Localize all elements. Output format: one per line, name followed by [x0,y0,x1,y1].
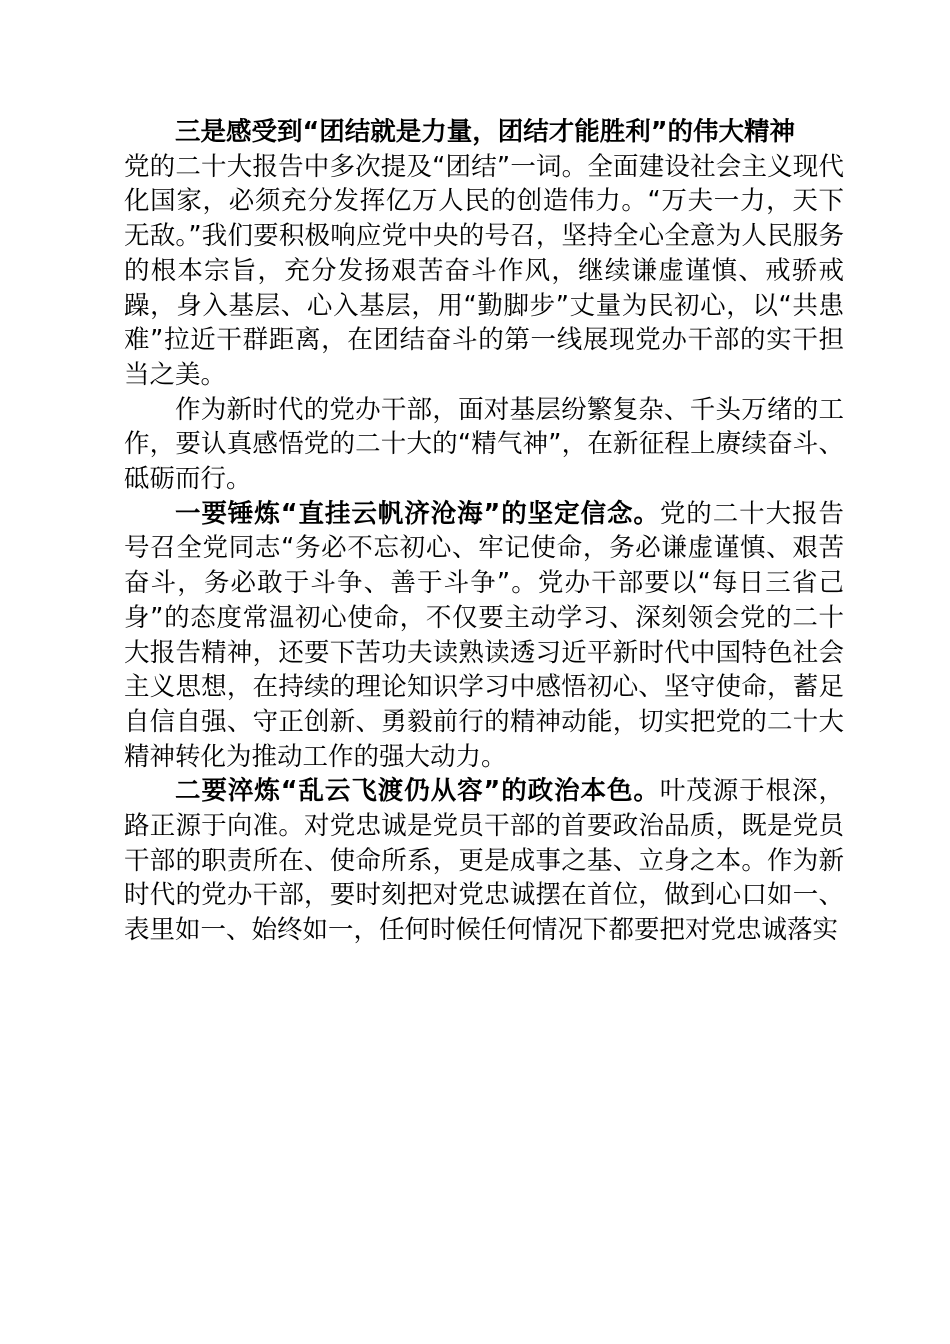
point1-paragraph [124,497,844,775]
point2-body: 叶茂源于根深，路正源于向准。对党忠诚是党员干部的首要政治品质，既是党员干部的职责所在、使命所系，更是成事之基、立身之本。作为新时代的党办干部，要时刻把对党忠诚摆在首位，做到心口如一、表里如一、始终如一，任何时候任何情况下都要把对党忠诚落实 [124,776,844,946]
point1-lead: 一要锤炼“直挂云帆济沧海”的坚定信念。 [175,498,660,529]
point1-body: 党的二十大报告号召全党同志“务必不忘初心、牢记使命，务必谦虚谨慎、艰苦奋斗，务必敢于斗争、善于斗争”。党办干部要以“每日三省己身”的态度常温初心使命，不仅要主动学习、深刻领会党的二十大报告精神，还要下苦功夫读熟读透习近平新时代中国特色社会主义思想，在持续的理论知识学习中感悟初心、坚守使命，蓄足自信自强、守正创新、勇毅前行的精神动能，切实把党的二十大精神转化为推动工作的强大动力。 [124,498,844,772]
point2-paragraph [124,774,844,948]
section3-heading: 三是感受到“团结就是力量，团结才能胜利”的伟大精神 [175,117,796,147]
intro-paragraph: 作为新时代的党办干部，面对基层纷繁复杂、千头万绪的工作，要认真感悟党的二十大的“精气神”，在新征程上赓续奋斗、砥砺而行。 [124,394,844,495]
document-page [124,115,844,948]
section3-body: 党的二十大报告中多次提及“团结”一词。全面建设社会主义现代化国家，必须充分发挥亿万人民的创造伟力。“万夫一力，天下无敌。”我们要积极响应党中央的号召，坚持全心全意为人民服务的根本宗旨，充分发扬艰苦奋斗作风，继续谦虚谨慎、戒骄戒躁，身入基层、心入基层，用“勤脚步”丈量为民初心，以“共患难”拉近干群距离，在团结奋斗的第一线展现党办干部的实干担当之美。 [124,151,844,390]
point2-lead: 二要淬炼“乱云飞渡仍从容”的政治本色。 [175,776,660,807]
